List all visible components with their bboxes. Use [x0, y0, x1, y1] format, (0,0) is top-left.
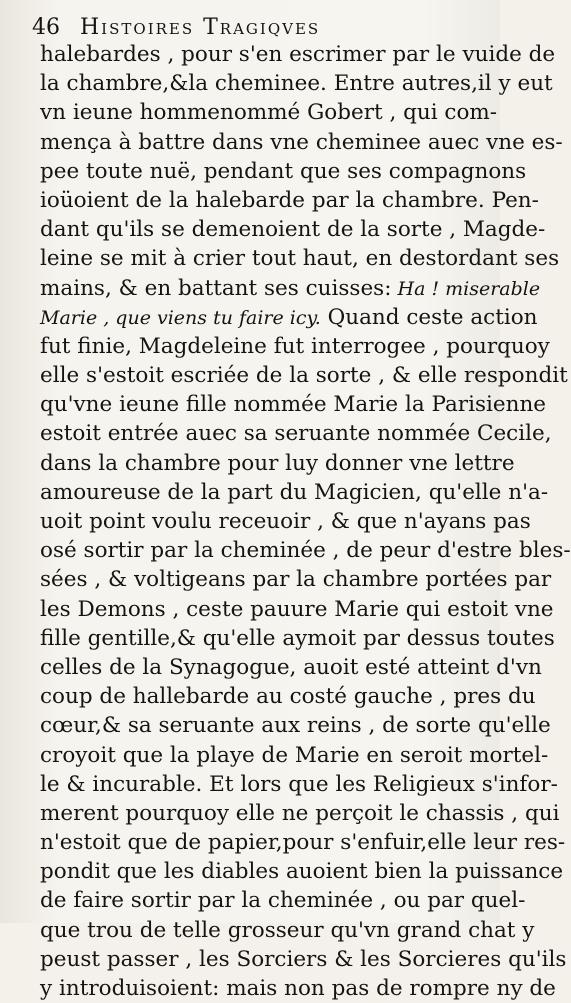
roman-text: cœur,& sa seruante aux reins , de sorte qu'elle [40, 713, 551, 739]
text-line [40, 770, 558, 799]
page-header [32, 14, 476, 42]
text-line [40, 595, 554, 624]
roman-text: osé sortir par la cheminée , de peur d'estre bles- [40, 538, 571, 564]
text-line [40, 274, 541, 303]
roman-text: la chambre,&la cheminee. Entre autres,il y eut [40, 71, 553, 97]
roman-text: mains, & en battant ses cuisses: [40, 275, 392, 301]
text-line [40, 828, 566, 857]
roman-text: n'estoit que de papier,pour s'enfuir,elle leur res- [40, 830, 566, 856]
roman-text: mença à battre dans vne cheminee auec vne es- [40, 129, 563, 155]
roman-text: amoureuse de la part du Magicien, qu'elle n'a- [40, 479, 549, 505]
roman-text: pondit que les diables auoient bien la puissance [40, 859, 564, 885]
text-line [40, 419, 552, 448]
roman-text: fille gentille,& qu'elle aymoit par dessus toutes [40, 625, 555, 651]
text-line [40, 653, 542, 682]
roman-text: leine se mit à crier tout haut, en destordant ses [40, 246, 560, 272]
text-line [40, 799, 560, 828]
text-line [40, 945, 567, 974]
roman-text: pee toute nuë, pendant que ses compagnons [40, 158, 527, 184]
roman-text: fut finie, Magdeleine fut interrogee , pourquoy [40, 333, 550, 359]
text-line [40, 916, 535, 945]
roman-text: celles de la Synagogue, auoit esté atteint d'vn [40, 654, 542, 680]
text-line [40, 128, 563, 157]
roman-text: estoit entrée auec sa seruante nommée Cecile, [40, 421, 552, 447]
roman-text: merent pourquoy elle ne perçoit le chassis , qui [40, 800, 560, 826]
body-text [40, 40, 571, 1003]
roman-text: Quand ceste action [320, 304, 538, 330]
roman-text: coup de hallebarde au costé gauche , pres du [40, 684, 536, 710]
roman-text: les Demons , ceste pauure Marie qui estoit vne [40, 596, 554, 622]
text-line [40, 390, 547, 419]
running-head: Histoires Tragiqves [80, 15, 321, 40]
roman-text: ioüoient de la halebarde par la chambre. Pen- [40, 187, 539, 213]
roman-text: qu'vne ieune fille nommée Marie la Parisienne [40, 392, 547, 418]
text-line [40, 186, 539, 215]
text-line [40, 624, 555, 653]
roman-text: uoit point voulu receuoir , & que n'ayans pas [40, 509, 531, 534]
italic-text: Ha ! miserable [391, 277, 541, 300]
text-line [40, 69, 553, 98]
roman-text: que trou de telle grosseur qu'vn grand chat y [40, 917, 535, 943]
text-line [40, 332, 550, 361]
text-line [40, 682, 536, 711]
roman-text: elle s'estoit escriée de la sorte , & elle respondit [40, 363, 568, 389]
text-line [40, 711, 551, 740]
text-line [40, 40, 556, 69]
text-line [40, 565, 552, 594]
text-line [40, 215, 546, 244]
italic-text: Marie , que viens tu faire icy. [40, 306, 321, 329]
text-line [40, 974, 556, 1003]
text-line [40, 536, 571, 565]
roman-text: sées , & voltigeans par la chambre portées par [40, 567, 552, 593]
text-line [40, 857, 564, 886]
text-line [40, 886, 526, 915]
roman-text: halebardes , pour s'en escrimer par le vuide de [40, 42, 556, 67]
text-line [40, 157, 527, 186]
roman-text: dans la chambre pour luy donner vne lettre [40, 450, 515, 476]
text-line [40, 741, 549, 770]
page-number: 46 [32, 15, 60, 40]
roman-text: de faire sortir par la cheminée , ou par quel- [40, 888, 526, 914]
text-line [40, 98, 498, 127]
text-line [40, 449, 515, 478]
roman-text: y introduisoient: mais non pas de rompre ny de [40, 976, 556, 1001]
roman-text: peust passer , les Sorciers & les Sorcieres qu'ils [40, 946, 567, 972]
text-line [40, 244, 560, 273]
roman-text: dant qu'ils se demenoient de la sorte , Magde- [40, 217, 546, 243]
text-line [40, 478, 549, 507]
roman-text: le & incurable. Et lors que les Religieux s'infor- [40, 771, 558, 797]
text-line [40, 303, 538, 332]
roman-text: croyoit que la playe de Marie en seroit mortel- [40, 742, 549, 768]
text-line [40, 507, 531, 536]
text-line [40, 361, 568, 390]
roman-text: vn ieune hommenommé Gobert , qui com- [40, 100, 498, 126]
